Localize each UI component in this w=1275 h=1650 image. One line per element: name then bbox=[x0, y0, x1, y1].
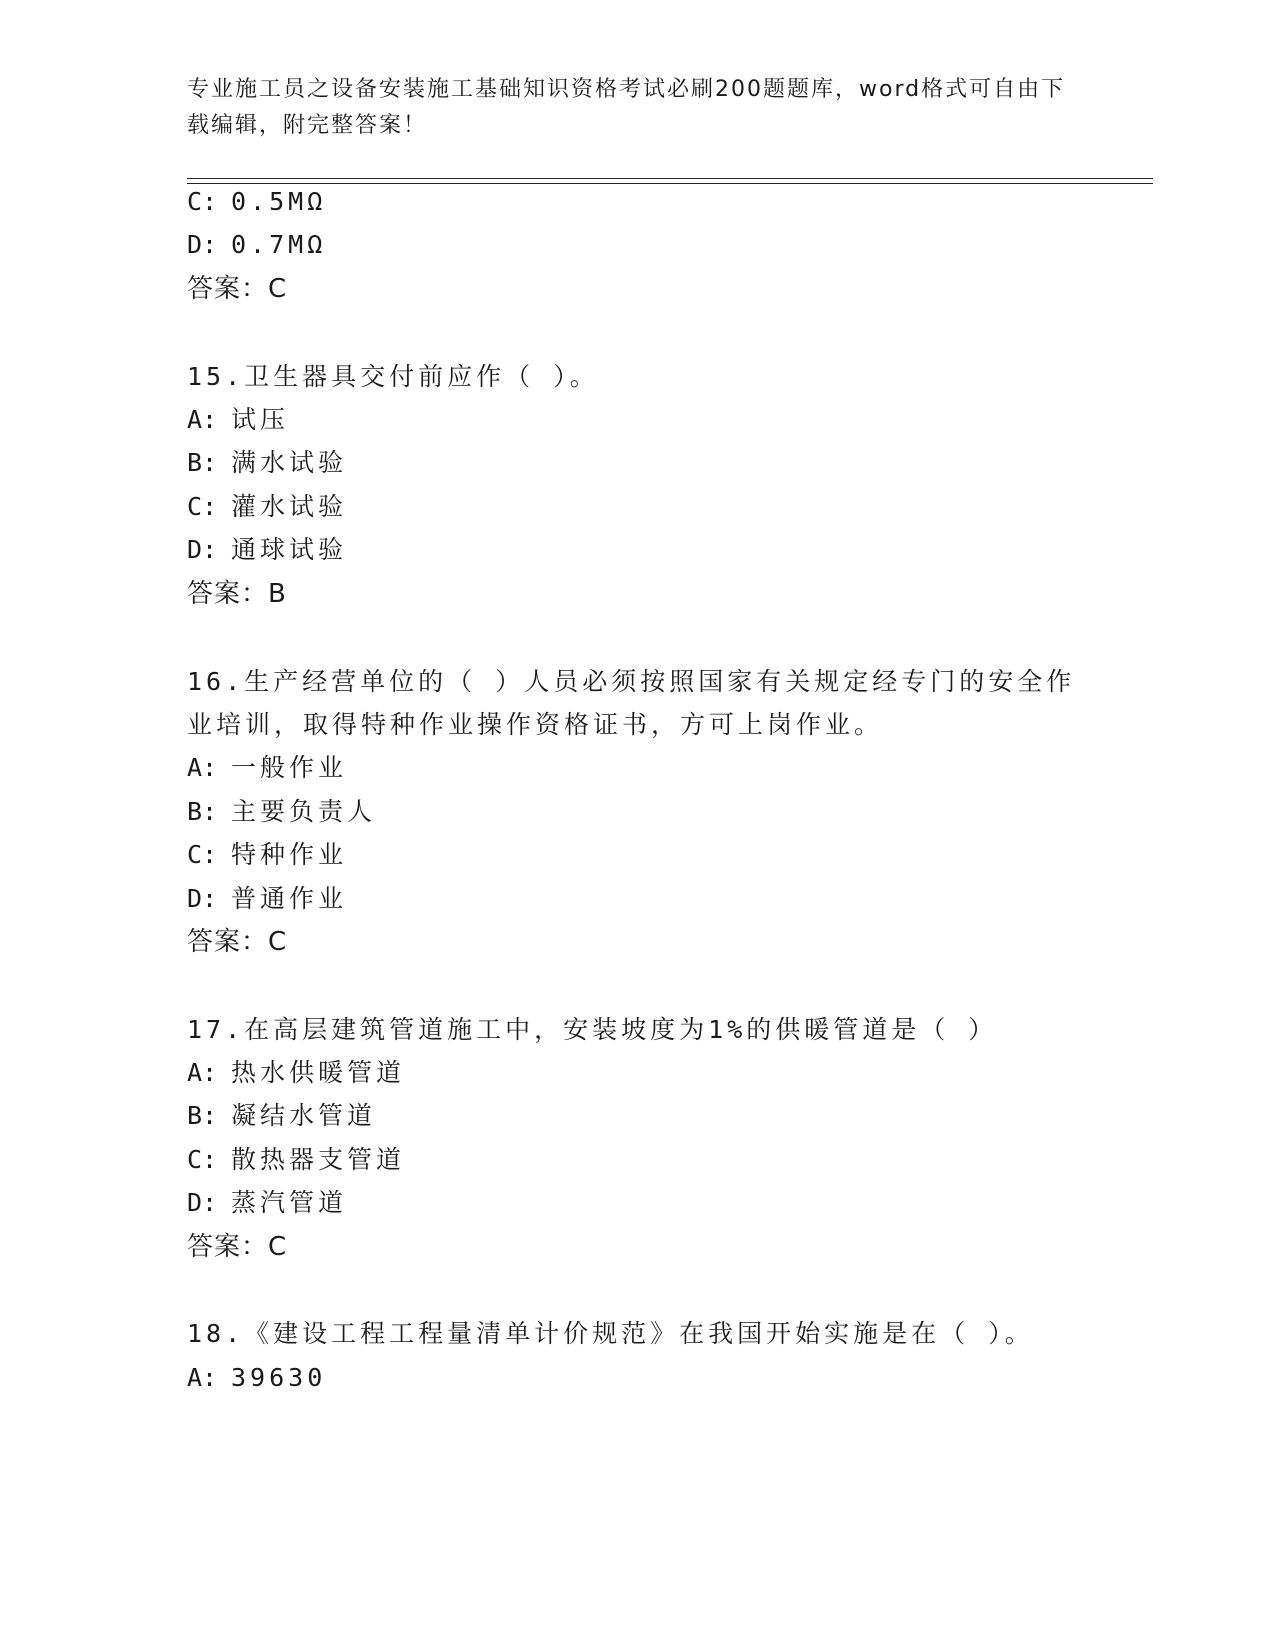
option-text: 蒸汽管道 bbox=[231, 1188, 348, 1217]
question-stem: 18.《建设工程工程量清单计价规范》在我国开始实施是在（ ）。 bbox=[187, 1319, 1034, 1348]
option-key: C: bbox=[187, 840, 218, 869]
option-text: 散热器支管道 bbox=[231, 1145, 406, 1174]
option-line bbox=[187, 1187, 347, 1219]
document-header-title: 专业施工员之设备安装施工基础知识资格考试必刷200题题库，word格式可自由下载编辑，附完整答案！ bbox=[187, 77, 1066, 138]
option-key: D: bbox=[187, 884, 218, 913]
option-text: 通球试验 bbox=[231, 535, 348, 564]
option-key: A: bbox=[187, 405, 218, 434]
option-text: 39630 bbox=[231, 1363, 327, 1392]
option-key: A: bbox=[187, 753, 218, 782]
option-text: 热水供暖管道 bbox=[231, 1058, 406, 1087]
option-key: D: bbox=[187, 1188, 218, 1217]
answer-line: 答案：C bbox=[187, 1232, 288, 1262]
option-text: 灌水试验 bbox=[231, 492, 348, 521]
question-stem: 16.生产经营单位的（ ）人员必须按照国家有关规定经专门的安全作 bbox=[187, 667, 1076, 696]
option-key: A: bbox=[187, 1058, 218, 1087]
option-line bbox=[187, 839, 347, 871]
option-text: 0.7MΩ bbox=[231, 230, 327, 259]
option-key: D: bbox=[187, 230, 218, 259]
option-text: 满水试验 bbox=[231, 448, 348, 477]
question-stem: 17.在高层建筑管道施工中，安装坡度为1%的供暖管道是（ ） bbox=[187, 1015, 998, 1044]
option-key: D: bbox=[187, 535, 218, 564]
answer-line: 答案：C bbox=[187, 274, 288, 304]
option-key: C: bbox=[187, 187, 218, 216]
option-key: B: bbox=[187, 448, 218, 477]
option-line bbox=[187, 1057, 405, 1089]
option-text: 特种作业 bbox=[231, 840, 348, 869]
option-key: C: bbox=[187, 1145, 218, 1174]
option-line bbox=[187, 883, 347, 915]
option-line bbox=[187, 1144, 405, 1176]
option-line bbox=[187, 796, 376, 828]
option-line bbox=[187, 229, 326, 261]
option-text: 主要负责人 bbox=[231, 797, 377, 826]
option-line bbox=[187, 447, 347, 479]
option-key: A: bbox=[187, 1363, 218, 1392]
option-line bbox=[187, 491, 347, 523]
option-line bbox=[187, 186, 326, 218]
option-line bbox=[187, 752, 347, 784]
option-text: 凝结水管道 bbox=[231, 1101, 377, 1130]
question-stem-continued: 业培训，取得特种作业操作资格证书，方可上岗作业。 bbox=[187, 710, 884, 739]
answer-line: 答案：B bbox=[187, 579, 287, 609]
option-line bbox=[187, 1362, 326, 1394]
option-line bbox=[187, 404, 289, 436]
option-text: 试压 bbox=[231, 405, 290, 434]
option-text: 普通作业 bbox=[231, 884, 348, 913]
answer-line: 答案：C bbox=[187, 927, 288, 957]
header-divider-top bbox=[187, 178, 1153, 179]
option-key: B: bbox=[187, 1101, 218, 1130]
question-stem: 15.卫生器具交付前应作（ ）。 bbox=[187, 362, 599, 391]
option-line bbox=[187, 534, 347, 566]
option-text: 0.5MΩ bbox=[231, 187, 327, 216]
option-key: C: bbox=[187, 492, 218, 521]
option-text: 一般作业 bbox=[231, 753, 348, 782]
option-line bbox=[187, 1100, 376, 1132]
header-divider-bottom bbox=[187, 183, 1153, 184]
option-key: B: bbox=[187, 797, 218, 826]
